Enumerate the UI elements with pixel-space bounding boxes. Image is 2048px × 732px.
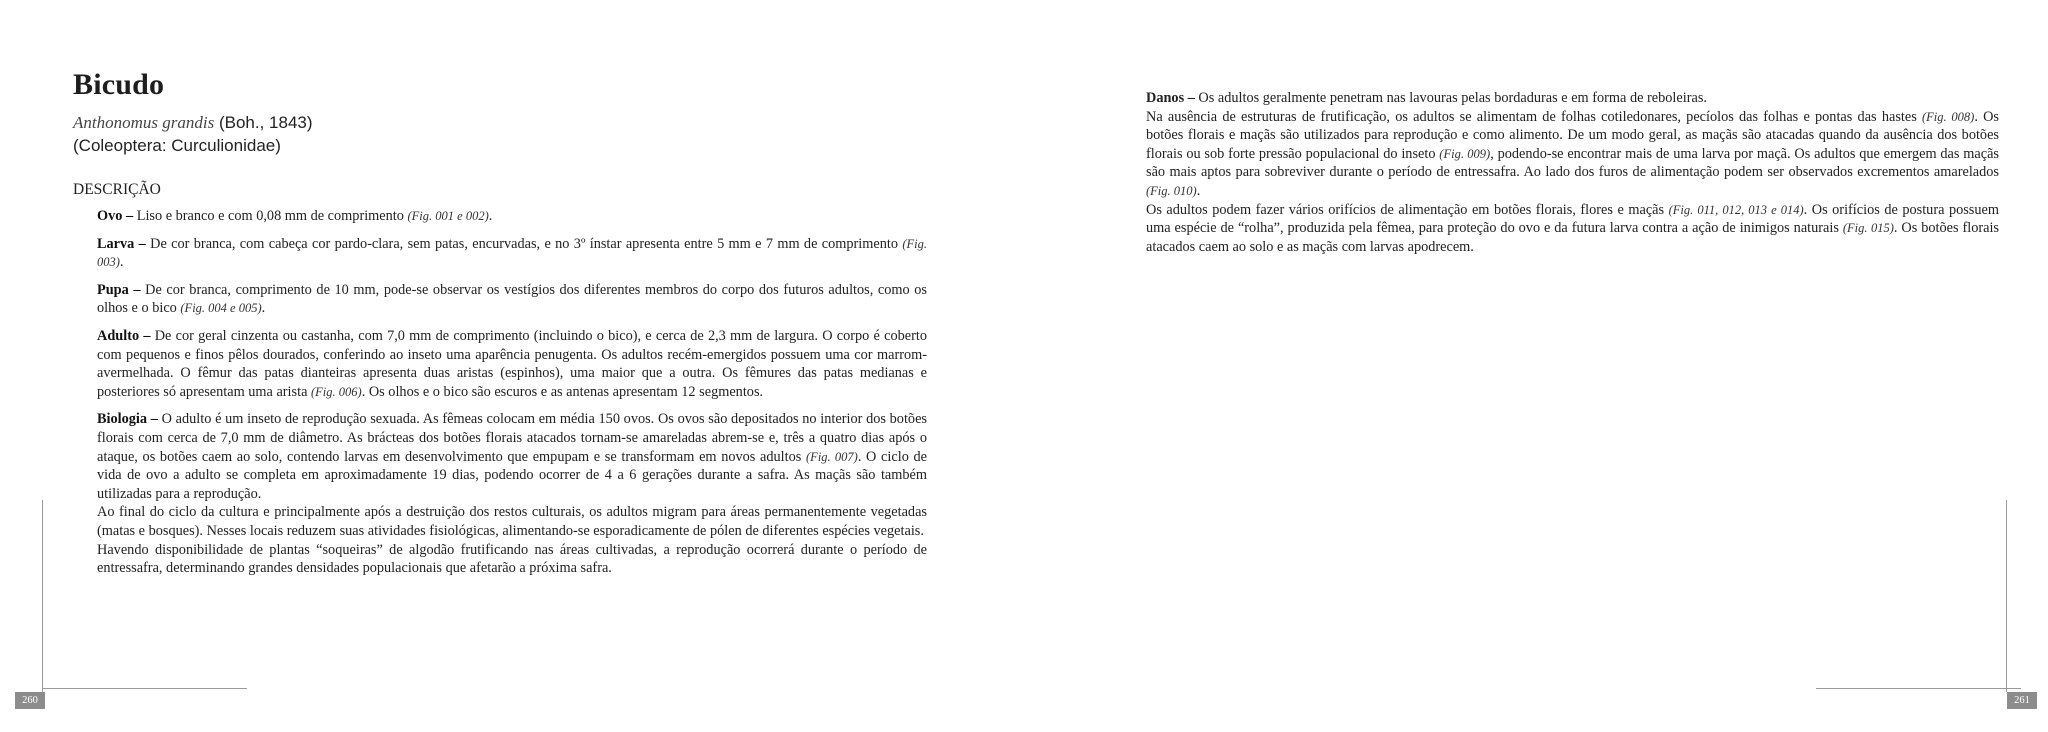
larva-label: Larva –	[97, 235, 146, 252]
description-body	[97, 207, 927, 578]
biologia-paragraph-3: Havendo disponibilidade de plantas “soqueiras” de algodão frutificando nas áreas cultivadas, a reprodução ocorrerá durante o período de entressafra, determinando grandes densidades populacionais que afetarão a próxima safra.	[97, 541, 927, 577]
damage-p2-figure-ref-1: (Fig. 008)	[1921, 109, 1975, 124]
adulto-paragraph	[97, 327, 927, 401]
adulto-tail: . Os olhos e o bico são escuros e as antenas apresentam 12 segmentos.	[361, 383, 764, 400]
damage-p2-figure-ref-2: (Fig. 009)	[1439, 146, 1491, 161]
page-number: 261	[2007, 692, 2037, 709]
ovo-tail: .	[488, 208, 493, 224]
taxonomic-family: (Coleoptera: Curculionidae)	[73, 136, 281, 155]
ovo-text: Liso e branco e com 0,08 mm de comprimento	[133, 208, 408, 224]
ovo-label: Ovo –	[97, 208, 134, 224]
adulto-label: Adulto –	[97, 327, 151, 344]
damage-p2-text-d: .	[1196, 182, 1201, 199]
damage-p3-text-b: . Os orifícios de postura possuem uma espécie de “rolha”, produzida pela fêmea, para proteção do ovo e da futura larva contra a ação de inimigos naturais	[1146, 201, 1999, 237]
damage-body	[1146, 89, 1999, 256]
damage-p2-text-a: Na ausência de estruturas de frutificação, os adultos se alimentam de folhas cotiledonares, pecíolos das folhas e pontas das hastes	[1146, 108, 1922, 125]
larva-paragraph	[97, 235, 927, 272]
pupa-paragraph	[97, 281, 927, 318]
adulto-text: De cor geral cinzenta ou castanha, com 7,0 mm de comprimento (incluindo o bico), e cerca de 2,3 mm de largura. O corpo é coberto com pequenos e finos pêlos dourados, conferindo ao inseto uma aparência penugenta. Os adultos recém-emergidos possuem uma cor marrom-avermelhada. O fêmur das patas dianteiras apresenta duas aristas (espinhos), uma maior que a outra. Os fêmures das patas medianas e posteriores só apresentam uma arista	[97, 327, 927, 400]
pupa-figure-ref: (Fig. 004 e 005)	[180, 301, 262, 316]
adulto-figure-ref: (Fig. 006)	[311, 384, 362, 399]
danos-paragraph	[1146, 89, 1999, 108]
section-heading: DESCRIÇÃO	[73, 181, 161, 198]
damage-p2-text-b: . Os botões florais e maçãs são utilizados para reprodução e como alimento. De um modo geral, as maçãs são atacadas quando da ausência dos botões florais ou sob forte pressão populacional do inseto	[1146, 108, 1999, 162]
ovo-figure-ref: (Fig. 001 e 002)	[407, 209, 489, 223]
page-title: Bicudo	[73, 68, 165, 101]
species-name: Anthonomus grandis	[73, 113, 215, 132]
biologia-text: O adulto é um inseto de reprodução sexuada. As fêmeas colocam em média 150 ovos. Os ovos são depositados no interior dos botões florais com cerca de 7,0 mm de diâmetro. As brácteas dos botões florais atacados tornam-se amareladas abrem-se e, três a quatro dias após o ataque, os botões caem ao solo, contendo larvas em desenvolvimento que empupam e se transformam em novos adultos	[97, 411, 927, 465]
biologia-paragraph	[97, 410, 927, 503]
page-number: 260	[15, 692, 45, 709]
scientific-name	[73, 113, 313, 133]
damage-paragraph-3	[1146, 201, 1999, 257]
damage-paragraph-2	[1146, 108, 1999, 201]
larva-text: De cor branca, com cabeça cor pardo-clara, sem patas, encurvadas, e no 3º ínstar apresenta entre 5 mm e 7 mm de comprimento	[145, 235, 903, 252]
crop-mark-horizontal	[1816, 688, 2021, 689]
pupa-text: De cor branca, comprimento de 10 mm, pode-se observar os vestígios dos diferentes membros do corpo dos futuros adultos, como os olhos e o bico	[97, 281, 927, 317]
pupa-tail: .	[261, 300, 266, 317]
crop-mark-vertical	[42, 500, 43, 692]
damage-p3-figure-ref-1: (Fig. 011, 012, 013 e 014)	[1668, 202, 1804, 217]
biologia-figure-ref: (Fig. 007)	[806, 449, 858, 464]
right-page	[1024, 0, 2048, 732]
larva-tail: .	[119, 254, 124, 271]
damage-p3-figure-ref-2: (Fig. 015)	[1842, 221, 1894, 236]
damage-p3-text-a: Os adultos podem fazer vários orifícios de alimentação em botões florais, flores e maçãs	[1146, 201, 1669, 218]
danos-text: Os adultos geralmente penetram nas lavouras pelas bordaduras e em forma de reboleiras.	[1194, 90, 1707, 106]
damage-p2-figure-ref-3: (Fig. 010)	[1146, 183, 1197, 198]
crop-mark-horizontal	[42, 688, 247, 689]
damage-p2-text-c: , podendo-se encontrar mais de uma larva por maçã. Os adultos que emergem das maçãs são mais aptos para sobreviver durante o período de entressafra. Ao lado dos furos de alimentação podem ser observados excrementos amarelados	[1146, 145, 1999, 181]
larva-figure-ref: (Fig. 003)	[97, 236, 927, 270]
damage-p3-text-c: . Os botões florais atacados caem ao solo e as maçãs com larvas apodrecem.	[1146, 220, 1999, 255]
crop-mark-vertical	[2006, 500, 2007, 692]
danos-label: Danos –	[1146, 90, 1195, 106]
pupa-label: Pupa –	[97, 281, 141, 298]
species-author: (Boh., 1843)	[218, 113, 313, 132]
biologia-paragraph-2: Ao final do ciclo da cultura e principalmente após a destruição dos restos culturais, os adultos migram para áreas permanentemente vegetadas (matas e bosques). Nesses locais reduzem suas atividades fisiológicas, alimentando-se esporadicamente de pólen de diferentes espécies vegetais.	[97, 504, 927, 539]
biologia-tail: . O ciclo de vida de ovo a adulto se completa em aproximadamente 19 dias, podendo ocorrer de 4 a 6 gerações durante a safra. As maçãs são também utilizadas para a reprodução.	[97, 448, 928, 502]
biologia-label: Biologia –	[97, 411, 158, 428]
ovo-paragraph	[97, 207, 927, 226]
